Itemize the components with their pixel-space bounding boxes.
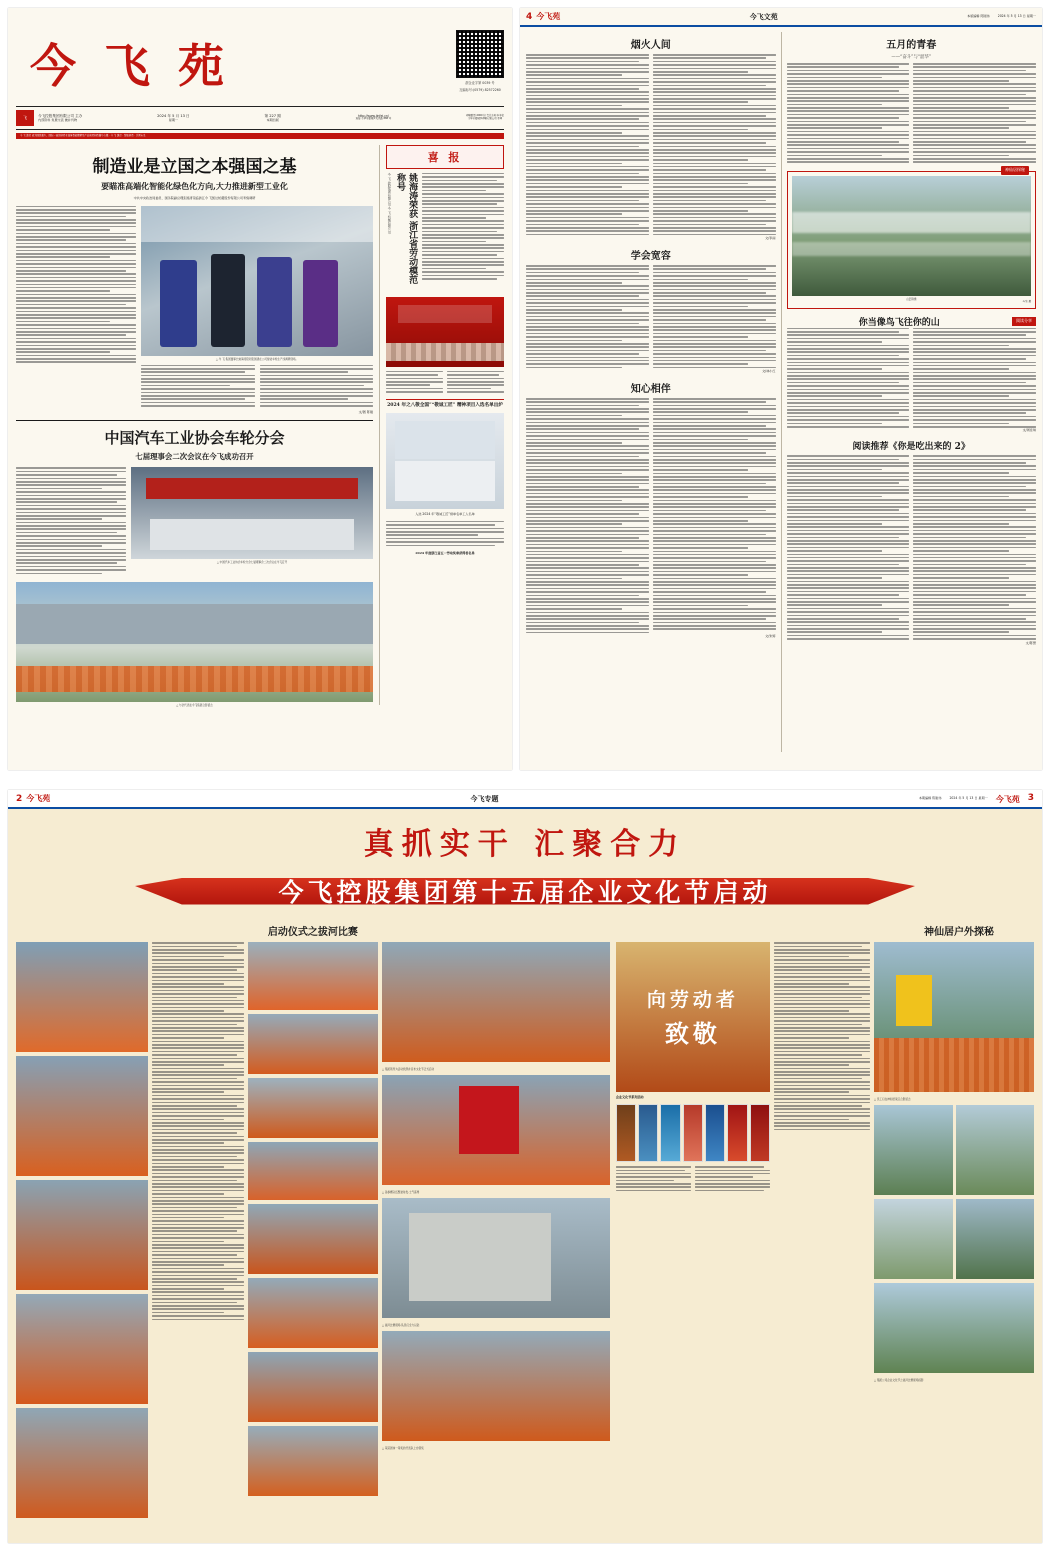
- article-1-col-1: [526, 54, 649, 237]
- photo-caption-conference: △ 中国汽车工业协会车轮分会七届理事会二次会议在今飞召开: [216, 561, 288, 565]
- sidebar-vertical-head: 今 飞 控股集团有限公司·今 飞 机械有限公司: [386, 172, 391, 234]
- article-title-5: 你当像鸟飞往你的山: [858, 317, 940, 328]
- reg-line-1: 浙企业字第 0039 号: [465, 81, 495, 85]
- poster-line-1: 向劳动者: [646, 989, 739, 1012]
- print-info: 印刷数量:2000 份 责任方块:本单位: [466, 114, 504, 118]
- article-title-2: 五月的青春: [886, 40, 937, 51]
- page-1: [8, 8, 512, 770]
- page1-ticker: [16, 133, 504, 139]
- page-2-3-spread: [8, 790, 1042, 1543]
- photo-caption-mountain: 山峦锦绣: [906, 297, 917, 301]
- spread-logo-left: 今飞苑: [26, 793, 51, 804]
- page1-info-bar: [16, 106, 504, 130]
- photo-caption-group: △ 与会代表在今飞集团合影留念: [176, 703, 213, 707]
- issue-date: 2024 年 5 月 13 日: [157, 113, 190, 118]
- brand-logo-icon: 飞: [16, 110, 34, 126]
- article-3-author: 文/林小红: [762, 369, 776, 374]
- article-title-1: 烟火人间: [630, 40, 671, 51]
- spread-right-text-lower: [616, 1166, 770, 1193]
- poster-card-2: [638, 1104, 658, 1162]
- photo-mountain: [792, 176, 1032, 296]
- photo-tug-wide-2: [248, 1278, 378, 1348]
- lede-main: 中共中央政治局委员、国务院副总理张国清花临浙江今 飞凯达轮毂股份有限公司考察调研: [133, 195, 256, 200]
- article-4-author: 文/朱婷: [765, 634, 776, 639]
- spread-date: 2024 年 5 月 13 日 星期一: [949, 795, 988, 800]
- article2-body-col-1: [16, 467, 126, 576]
- website-url[interactable]: http://www.jinfei.cn/: [357, 113, 389, 118]
- spread-caption-5: △ 集团公司企业文化节之拔河比赛现场掠影: [874, 1379, 924, 1383]
- spread-editor: 本期编辑 陈刚伟: [918, 795, 942, 800]
- page4-header: [520, 8, 1042, 27]
- photo-tug-of-war-2: [16, 1294, 148, 1404]
- article-5-col-2: [913, 328, 1036, 430]
- photo-crowd-1: [248, 942, 378, 1010]
- photo-scenery-3: [874, 1199, 953, 1279]
- photo-cheer-team: [16, 1056, 148, 1176]
- photo-scenery-5: [874, 1283, 1034, 1373]
- subhead-secondary: 七届理事会二次会议在今飞成功召开: [135, 452, 254, 462]
- article-6-author: 文/陈慧: [1025, 640, 1036, 645]
- article-5-col-1: [787, 328, 910, 430]
- photo-tug-wide-4: [248, 1426, 378, 1496]
- article-6-col-2: [913, 455, 1036, 641]
- sidebar-footer: 2024 年度浙江省五一劳动奖章获得者名单: [415, 551, 475, 556]
- spread-left-text-col: [152, 942, 244, 1542]
- photo-tug-of-war-1: [16, 1180, 148, 1290]
- spread-header: [8, 790, 1042, 809]
- issue-number: 第 227 期: [264, 113, 281, 118]
- poster-card-7: [750, 1104, 770, 1162]
- spread-logo-right: 今飞苑: [995, 793, 1020, 804]
- spread-right-text-col: [774, 942, 870, 1542]
- photo-award-team-1: [382, 942, 610, 1062]
- page-4: [520, 8, 1042, 770]
- sidebar-title: 喜 报: [427, 150, 463, 164]
- sidebar-poster-caption: 2024 年之八敬全国”“敬诚工匠” 精神项目入选名单出炉: [386, 399, 504, 409]
- article-body-col-1: [16, 206, 136, 415]
- poster-card-4: [683, 1104, 703, 1162]
- article-2-col-1: [787, 63, 910, 165]
- poster-card-1: [616, 1104, 636, 1162]
- ticker-text: 今 飞 速度 成为国民强车、国际一流的制造业装备智能降解及产品制造制造器车有限 · 今 飞 速度 · 智能制造 · 引领未来: [20, 133, 146, 137]
- poster-card-6: [727, 1104, 747, 1162]
- photo-caption-main: △ 今 飞 集团董事长姚海涛陪同张国清在公司智能车轮生产线调研现场。: [215, 357, 299, 361]
- poster-row-title: 企业文化节系列活动: [615, 1095, 644, 1100]
- spread-title-line2: 今飞控股集团第十五届企业文化节启动: [278, 878, 772, 908]
- article-2-col-2: [913, 63, 1036, 165]
- photo-award-team-2: [382, 1075, 610, 1185]
- photo-conference: [131, 467, 373, 559]
- photo-tug-wide-1: [248, 1204, 378, 1274]
- article-1-author: 文/李丽: [765, 236, 776, 241]
- photo-tug-wide-3: [248, 1352, 378, 1422]
- spread-title-line1: 真抓实干 汇聚合力: [363, 827, 687, 863]
- sidebar-body-3: [386, 521, 504, 548]
- article-1-col-2: [653, 54, 776, 237]
- page4-section: 今飞文苑: [749, 11, 778, 21]
- article-4-col-1: [526, 398, 649, 635]
- article-6-col-1: [787, 455, 910, 641]
- page1-masthead-row: [16, 14, 504, 96]
- photo-worker-poster: [386, 413, 504, 509]
- poster-card-3: [660, 1104, 680, 1162]
- sidebar-award-box: [386, 145, 504, 169]
- spread-right-page-number: 3: [1027, 793, 1034, 803]
- zone-left-title: 启动仪式之拔河比赛: [267, 927, 358, 939]
- photo-scenery-2: [956, 1105, 1035, 1195]
- photo-crowd-3: [248, 1078, 378, 1138]
- spread-left-page-number: 2: [16, 793, 23, 804]
- article-3-col-1: [526, 265, 649, 370]
- headline-main: 制造业是立国之本强国之基: [92, 156, 297, 177]
- spread-caption-2: △ 各参赛队伍整装待发,士气高昂: [382, 1191, 420, 1195]
- issue-pages: 本期四版: [266, 117, 279, 122]
- photo-group: [16, 582, 373, 702]
- photo-crowd-4: [248, 1142, 378, 1200]
- poster-salute-to-workers: [616, 942, 770, 1092]
- headline-secondary: 中国汽车工业协会车轮分会: [104, 429, 285, 448]
- spread-section: 今飞专题: [470, 793, 499, 803]
- article-4-col-2: [653, 398, 776, 635]
- article-title-3: 学会宽容: [630, 250, 671, 262]
- page4-date: 2024 年 5 月 13 日 星期一: [997, 13, 1036, 18]
- photo-factory-building: [382, 1198, 610, 1318]
- page4-number: 4: [526, 11, 533, 22]
- reg-line-2: 互编标号:(0579) 82572260: [459, 88, 501, 92]
- article-title-6: 阅读推荐《你是吃出来的 2》: [852, 442, 970, 453]
- photo-shenxianju-group: [874, 942, 1034, 1092]
- photo-scenery-4: [956, 1199, 1035, 1279]
- masthead-title: 今 飞 苑: [30, 39, 231, 93]
- photo-group-flag: [382, 1331, 610, 1441]
- qr-code-icon: [456, 30, 504, 78]
- subhead-main: 要瞄准高端化智能化绿色化方向,大力推进新型工业化: [101, 180, 288, 191]
- poster-line-2: 致敬: [664, 1019, 721, 1049]
- issue-weekday: 星期一: [168, 117, 179, 122]
- sidebar-body: [422, 173, 504, 293]
- photo-frame-shenxianju: [787, 167, 1037, 309]
- sidebar-honor-title: 姚海涛荣获 浙江省劳动模范 称号: [395, 172, 418, 285]
- sponsor-text: 今飞控股集团有限公司 主办: [38, 113, 83, 118]
- article-3-col-2: [653, 265, 776, 370]
- byline-main: 文/图 陈刚: [358, 409, 373, 414]
- photo-award-ceremony: [386, 297, 504, 367]
- article-body-col-2: [141, 365, 373, 409]
- photo-credit: ⊙/东 摄: [1022, 299, 1031, 303]
- page4-editor: 本版编辑 陈刚伟: [967, 13, 990, 18]
- photo-scenery-1: [874, 1105, 953, 1195]
- qr-block: [456, 30, 504, 92]
- distribution-text: 内部资料 免费交流 兼并刊物: [38, 117, 78, 122]
- sidebar-body-2: [386, 371, 504, 395]
- spread-caption-4: △ 荣获团体一等奖的代表队上台领奖: [382, 1447, 424, 1451]
- address-line: 地址:金华市婺城区关真路 888 号: [355, 117, 392, 121]
- article-2-subtitle: ——“奋斗”与“韶华”: [891, 55, 932, 60]
- poster-card-5: [705, 1104, 725, 1162]
- photo-opening-speech: [16, 942, 148, 1052]
- zone-right-title: 神仙居户外探秘: [924, 927, 994, 939]
- sidebar-subnote: 入选 2024 年“敬诚工匠”榜单名单工人名单: [415, 512, 475, 517]
- spread-caption-3: △ 拔河比赛现场,队员们全力以赴: [382, 1324, 420, 1328]
- spread-caption-6: △ 员工们在神仙居景区合影留念: [874, 1098, 911, 1102]
- printer-line: 金华市婺城区印刷有限公司 承印: [467, 117, 503, 120]
- photo-tug-of-war-3: [16, 1408, 148, 1518]
- spread-title-ribbon: [135, 869, 915, 913]
- page4-logo: 今飞苑: [536, 11, 561, 21]
- badge-reading-share: 阅读分享: [1012, 317, 1036, 326]
- article-5-author: 文/周佳琪: [1022, 428, 1036, 433]
- photo-crowd-2: [248, 1014, 378, 1074]
- spread-caption-1: △ 集团领导为活动致辞并宣布文化节正式启动: [382, 1068, 435, 1072]
- badge-shenxianju: 神仙居探秘: [1001, 166, 1029, 175]
- article-title-4: 知心相伴: [630, 383, 671, 395]
- photo-main-inspection: [141, 206, 373, 356]
